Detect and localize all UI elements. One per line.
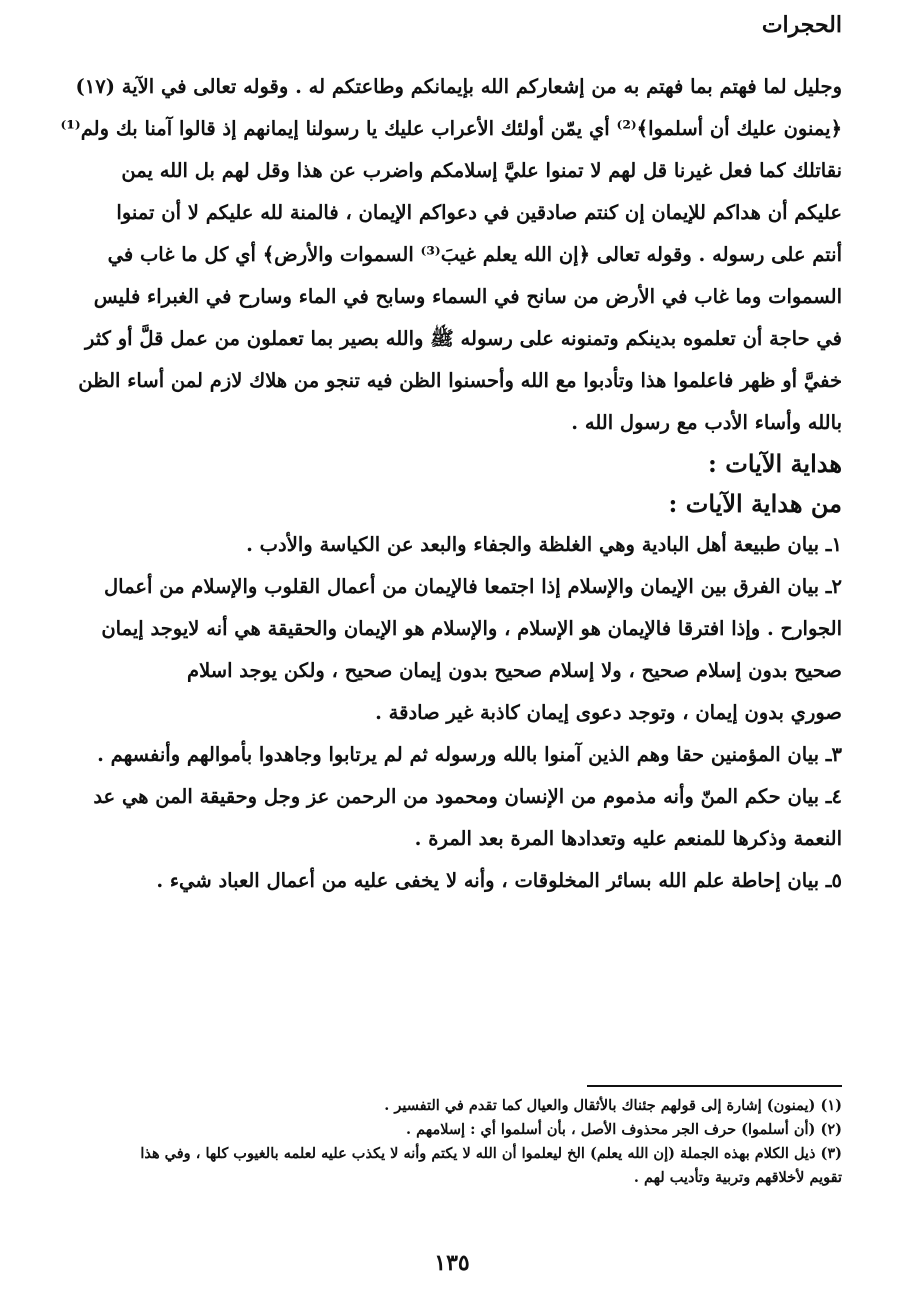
section-heading: هداية الآيات : (708, 449, 842, 478)
guidance-line: صحيح بدون إسلام صحيح ، ولا إسلام صحيح بدون إيمان صحيح ، ولكن يوجد اسلام (187, 659, 842, 682)
guidance-line: ٣ـ بيان المؤمنين حقا وهم الذين آمنوا بالله ورسوله ثم لم يرتابوا وجاهدوا بأموالهم وأنفسهم . (97, 743, 842, 766)
tafsir-body (60, 66, 842, 902)
body-line: وجليل لما فهتم بما فهتم به من إشعاركم الله بإيمانكم وطاعتكم له . وقوله تعالى في الآية (١٧) (75, 75, 842, 98)
footnote-line: (٢) (أن أسلموا) حرف الجر محذوف الأصل ، بأن أسلموا أي : إسلامهم . (406, 1121, 842, 1138)
running-head-surah-title: الحجرات (761, 12, 842, 38)
page-number: ١٣٥ (434, 1250, 470, 1276)
footnotes (78, 1094, 842, 1190)
body-line: خفيَّ أو ظهر فاعلموا هذا وتأدبوا مع الله وأحسنوا الظن فيه تنجو من هلاك لازم لمن أساء الظن (78, 369, 842, 392)
body-line: بالله وأساء الأدب مع رسول الله . (571, 411, 842, 434)
guidance-line: الجوارح . وإذا افترقا فالإيمان هو الإسلام ، والإسلام هو الإيمان والحقيقة هي أنه لايوجد إيمان (101, 617, 842, 640)
body-line: نقاتلك كما فعل غيرنا قل لهم لا تمنوا عليَّ إسلامكم واضرب عن هذا وقل لهم بل الله يمن (121, 159, 842, 182)
guidance-line: ١ـ بيان طبيعة أهل البادية وهي الغلظة والجفاء والبعد عن الكياسة والأدب . (246, 533, 842, 556)
body-line: السموات وما غاب في الأرض من سانح في السماء وسابح في الماء وسارح في الغبراء فليس (93, 285, 842, 308)
footnote-line: (١) (يمنون) إشارة إلى قولهم جئناك بالأثقال والعيال كما تقدم في التفسير . (384, 1097, 842, 1114)
footnote-divider (587, 1085, 842, 1087)
guidance-line: ٤ـ بيان حكم المنّ وأنه مذموم من الإنسان ومحمود من الرحمن عز وجل وحقيقة المن هي عد (93, 785, 842, 808)
footnote-line: تقويم لأخلاقهم وتربية وتأديب لهم . (633, 1169, 842, 1186)
body-line: عليكم أن هداكم للإيمان إن كنتم صادقين في دعواكم الإيمان ، فالمنة لله عليكم لا أن تمنوا (116, 201, 842, 224)
guidance-line: ٥ـ بيان إحاطة علم الله بسائر المخلوقات ، وأنه لا يخفى عليه من أعمال العباد شيء . (156, 869, 842, 892)
body-line: أنتم على رسوله . وقوله تعالى ﴿إن الله يعلم غيبَ⁽³⁾ السموات والأرض﴾ أي كل ما غاب في (107, 243, 842, 266)
subsection-heading: من هداية الآيات : (668, 489, 842, 518)
body-line: في حاجة أن تعلموه بدينكم وتمنونه على رسوله ﷺ والله بصير بما تعملون من عمل قلَّ أو كثر (85, 327, 842, 350)
guidance-line: صوري بدون إيمان ، وتوجد دعوى إيمان كاذبة غير صادقة . (375, 701, 842, 724)
guidance-line: ٢ـ بيان الفرق بين الإيمان والإسلام إذا اجتمعا فالإيمان من أعمال القلوب والإسلام من أعمال (104, 575, 842, 598)
footnote-line: (٣) ذيل الكلام بهذه الجملة (إن الله يعلم) الخ ليعلموا أن الله لا يكتم وأنه لا يكذب عليه لعلمه بالغيوب كلها ، وفي هذا (140, 1145, 842, 1162)
guidance-line: النعمة وذكرها للمنعم عليه وتعدادها المرة بعد المرة . (414, 827, 842, 850)
body-line: ﴿يمنون عليك أن أسلموا﴾⁽²⁾ أي يمّن أولئك الأعراب عليك يا رسولنا إيمانهم إذ قالوا آمنا بك ولم⁽¹⁾ (60, 117, 842, 140)
